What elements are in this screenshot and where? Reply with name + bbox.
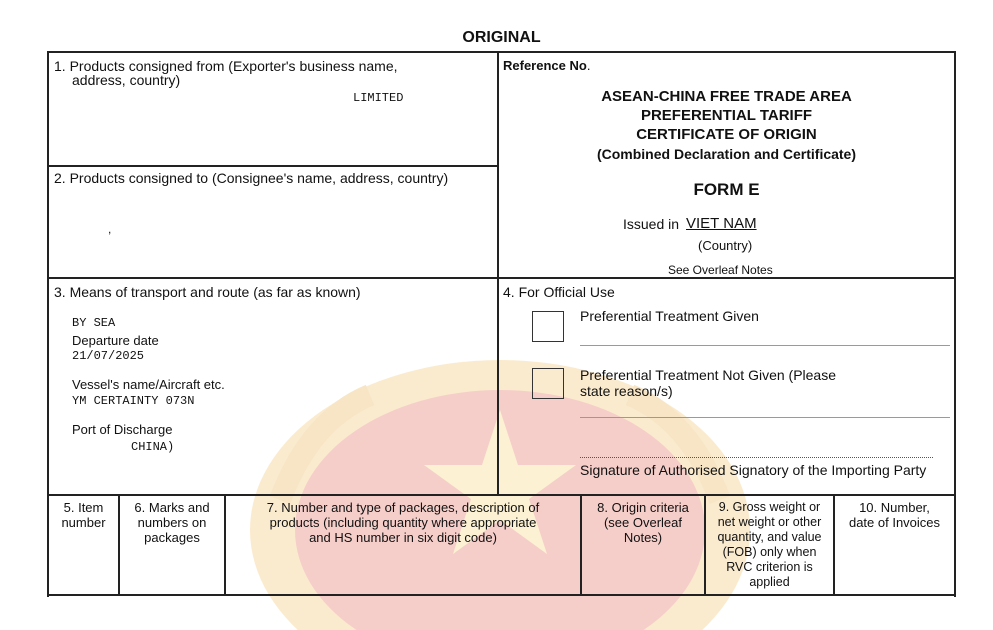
page-title: ORIGINAL xyxy=(462,29,541,46)
box1-label-line2: address, country) xyxy=(72,72,181,88)
box1-label-line1: 1. Products consigned from (Exporter's business name, xyxy=(54,58,398,74)
vessel-label: Vessel's name/Aircraft etc. xyxy=(72,377,225,392)
signature-dotted-line xyxy=(580,457,933,458)
column-weight-value: 9. Gross weight or net weight or other quantity, and value (FOB) only when RVC criterion is applied xyxy=(717,500,822,589)
box3-label: 3. Means of transport and route (as far as known) xyxy=(54,284,361,300)
reason-line xyxy=(580,417,950,418)
transport-mode: BY SEA xyxy=(72,316,116,330)
treatment-given-label: Preferential Treatment Given xyxy=(580,308,759,324)
departure-date: 21/07/2025 xyxy=(72,349,145,363)
form-name: FORM E xyxy=(693,180,760,199)
treatment-not-given-checkbox[interactable] xyxy=(532,368,564,399)
frame-right xyxy=(954,51,956,597)
vessel-name: YM CERTAINTY 073N xyxy=(72,394,195,408)
reference-label: Reference No. xyxy=(503,58,591,73)
issued-label: Issued in xyxy=(623,216,680,232)
exporter-name: LIMITED xyxy=(353,91,404,105)
divider-upper-lower xyxy=(47,277,956,279)
column-invoice: 10. Number, date of Invoices xyxy=(848,500,941,530)
certificate-title: ASEAN-CHINA FREE TRADE AREA PREFERENTIAL TARIFF CERTIFICATE OF ORIGIN xyxy=(601,88,852,143)
box4-label: 4. For Official Use xyxy=(503,284,615,300)
box2-label: 2. Products consigned to (Consignee's name, address, country) xyxy=(54,170,449,186)
country-caption: (Country) xyxy=(698,238,753,253)
port-value: CHINA) xyxy=(131,440,175,454)
overleaf-notes: See Overleaf Notes xyxy=(668,263,773,277)
port-label: Port of Discharge xyxy=(72,422,173,437)
divider-box1-box2 xyxy=(47,165,498,167)
certificate-subtitle: (Combined Declaration and Certificate) xyxy=(596,146,857,162)
departure-label: Departure date xyxy=(72,333,159,348)
frame-top xyxy=(47,51,956,53)
treatment-not-given-label: Preferential Treatment Not Given (Please state reason/s) xyxy=(580,367,837,399)
divider-columns-top xyxy=(47,494,956,496)
treatment-given-line xyxy=(580,345,950,346)
column-marks-numbers: 6. Marks and numbers on packages xyxy=(134,500,210,545)
column-description: 7. Number and type of packages, description of products (including quantity where appropriate and HS number in six digit code) xyxy=(266,500,540,545)
column-item-number: 5. Item number xyxy=(61,500,106,530)
importer-signature-caption: Signature of Authorised Signatory of the Importing Party xyxy=(580,462,927,478)
column-origin-criteria: 8. Origin criteria (see Overleaf Notes) xyxy=(597,500,689,545)
issued-country: VIET NAM xyxy=(686,215,757,232)
consignee-mark: , xyxy=(108,222,112,236)
frame-bottom xyxy=(47,594,956,596)
treatment-given-checkbox[interactable] xyxy=(532,311,564,342)
